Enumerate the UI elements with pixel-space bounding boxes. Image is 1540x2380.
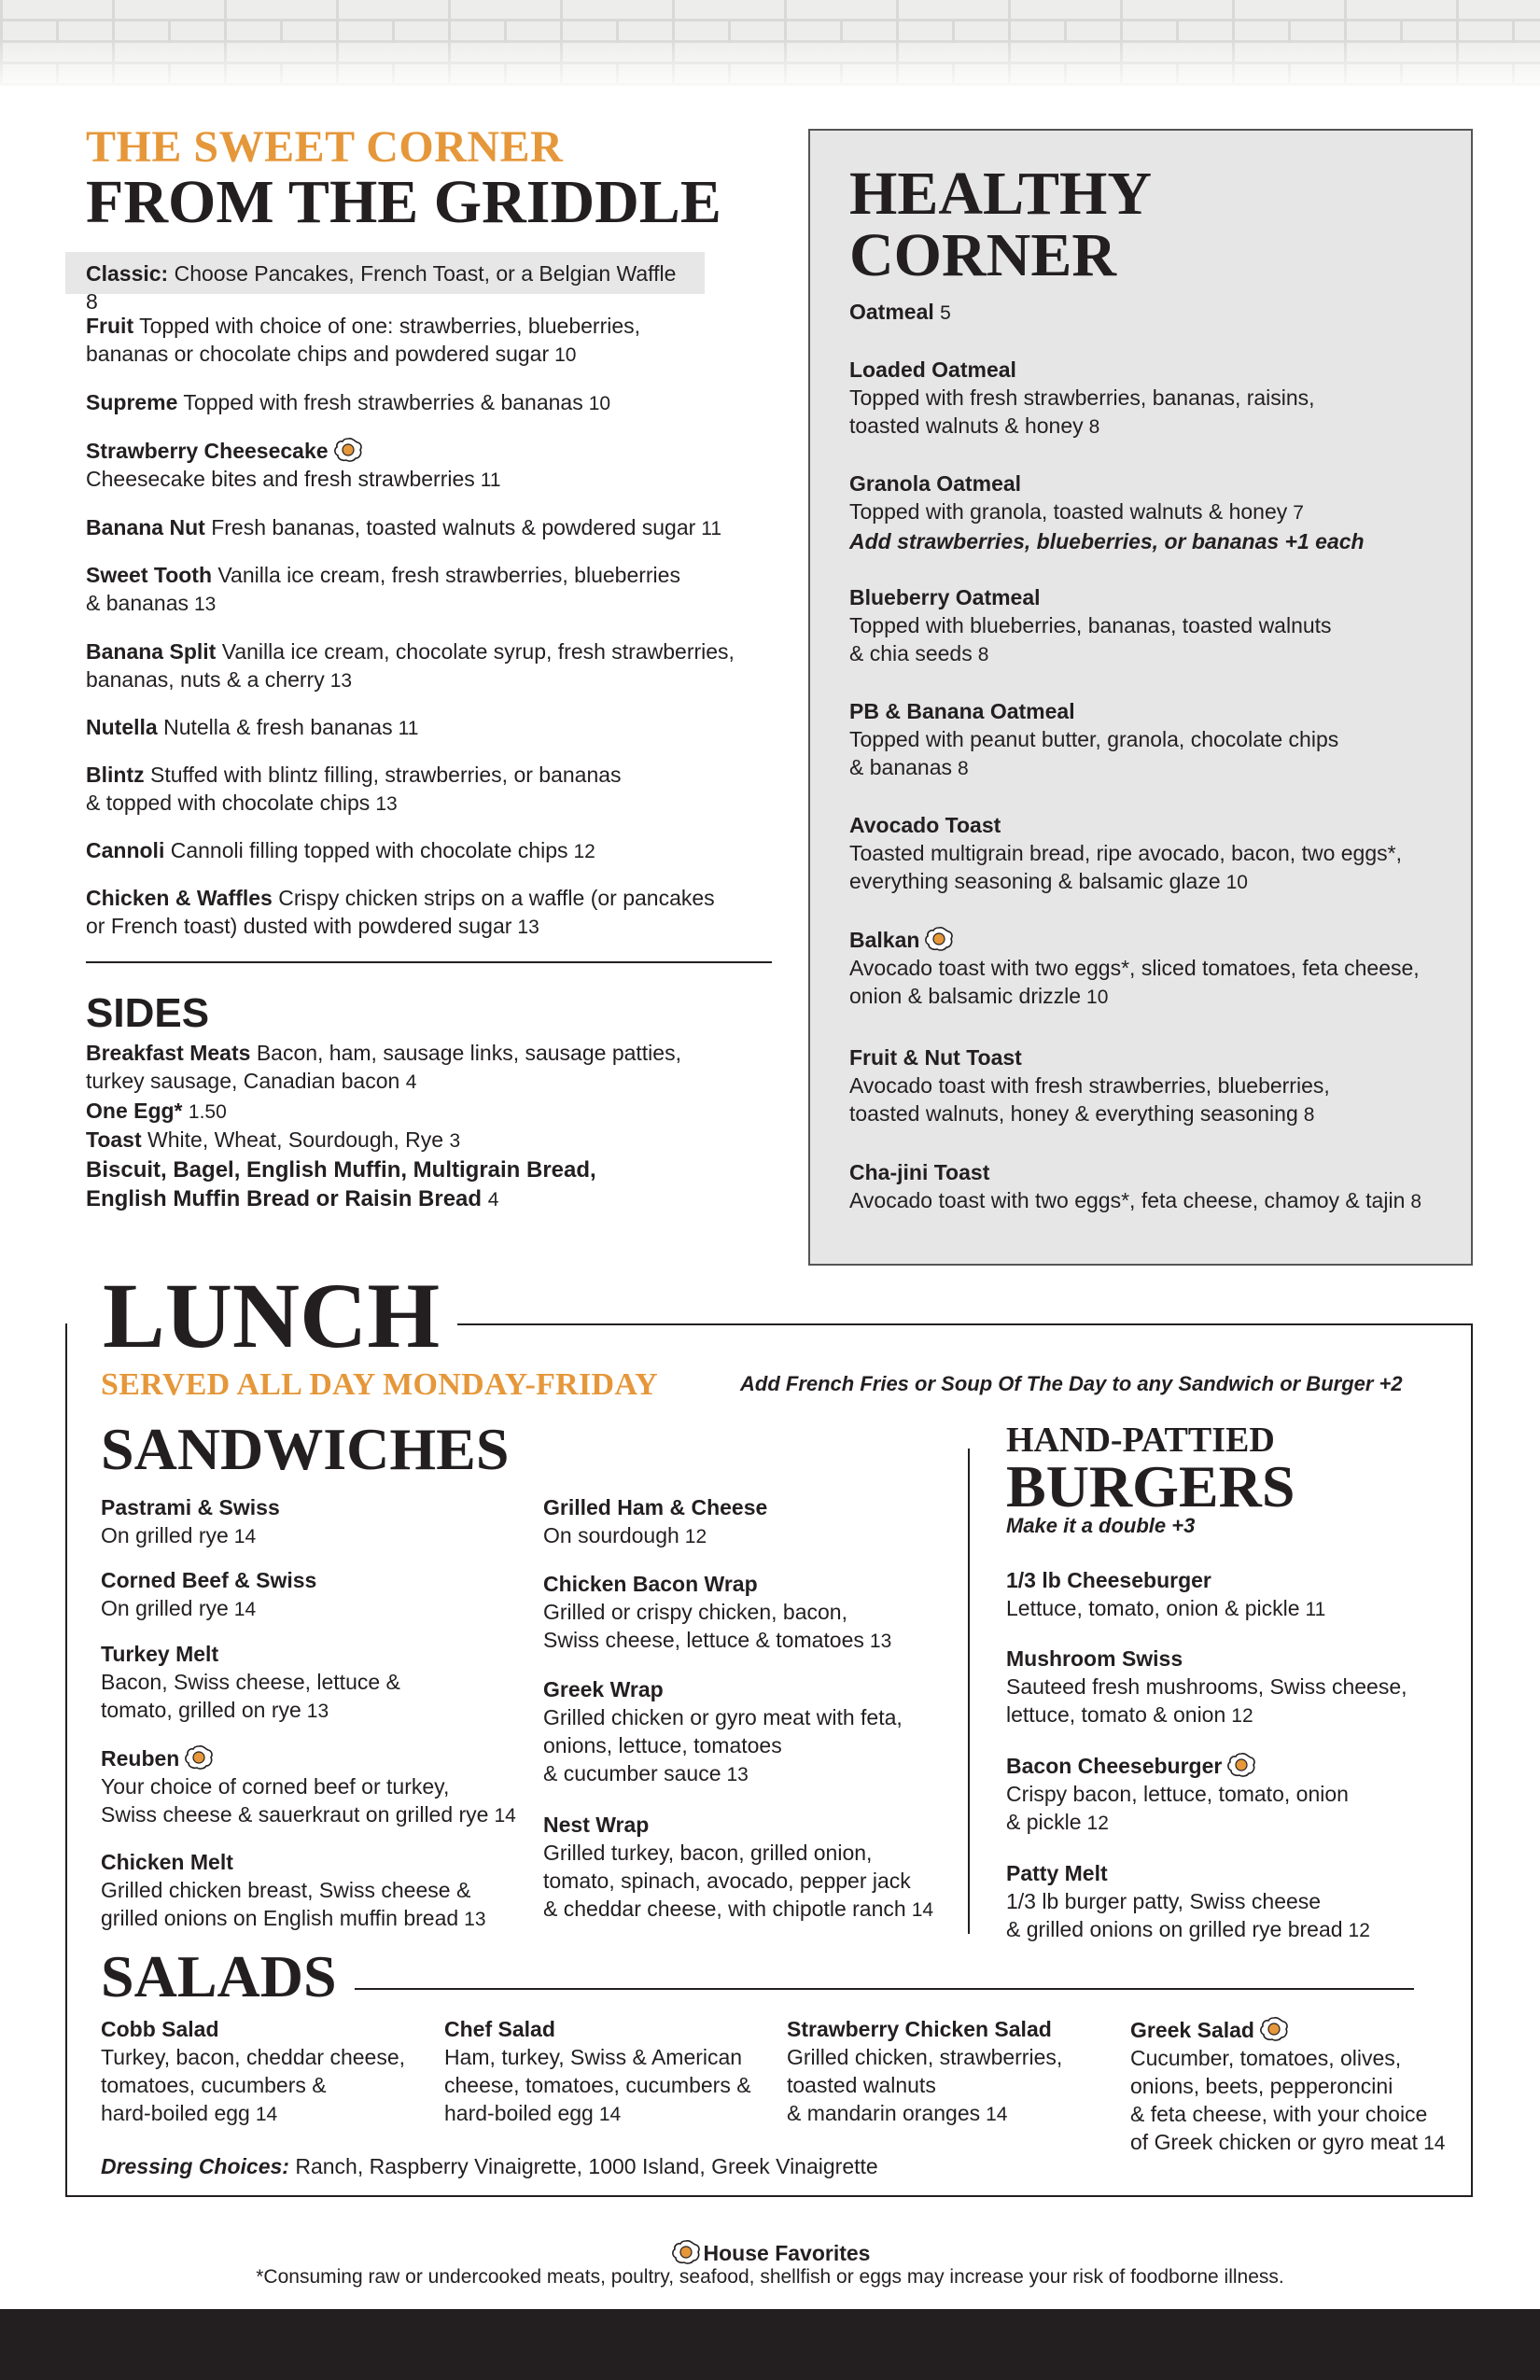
item-name: Cannoli <box>86 838 165 862</box>
house-favorite-icon <box>1225 1751 1257 1779</box>
item-desc: Swiss cheese & sauerkraut on grilled rye <box>101 1802 489 1827</box>
item-price: 5 <box>940 302 951 324</box>
item-desc: hard-boiled egg <box>101 2101 250 2125</box>
item-name: Nest Wrap <box>543 1813 650 1837</box>
item-desc: & grilled onions on grilled rye bread <box>1006 1917 1343 1941</box>
dressing-list: Ranch, Raspberry Vinaigrette, 1000 Island, Greek Vinaigrette <box>295 2154 878 2178</box>
salad-strawberry-chicken <box>787 2015 1062 2129</box>
section-title-healthy-corner <box>849 160 1153 289</box>
item-name: Cobb Salad <box>101 2017 219 2041</box>
item-price: 12 <box>573 841 595 862</box>
item-desc: Sauteed fresh mushrooms, Swiss cheese, <box>1006 1674 1407 1699</box>
item-desc: cheese, tomatoes, cucumbers & <box>444 2073 751 2097</box>
item-name: Mushroom Swiss <box>1006 1646 1183 1671</box>
item-name: Fruit & Nut Toast <box>849 1045 1022 1070</box>
item-desc: Your choice of corned beef or turkey, <box>101 1774 450 1799</box>
dressing-choices <box>101 2152 878 2180</box>
healthy-item-loaded-oatmeal <box>849 356 1315 441</box>
title-line: CORNER <box>849 221 1117 289</box>
menu-item-chicken-waffles <box>86 884 715 942</box>
item-price: 8 <box>1410 1191 1422 1212</box>
sandwich-corned-beef-swiss <box>101 1566 316 1624</box>
item-desc: Vanilla ice cream, chocolate syrup, fresh strawberries, <box>221 639 735 664</box>
burger-mushroom-swiss <box>1006 1645 1407 1730</box>
title-line: HEALTHY <box>849 160 1153 228</box>
item-name: Chef Salad <box>444 2017 555 2041</box>
item-desc: toasted walnuts, honey & everything seasoning <box>849 1101 1298 1126</box>
item-desc: everything seasoning & balsamic glaze <box>849 869 1221 893</box>
side-item-toast <box>86 1126 460 1155</box>
item-name: Turkey Melt <box>101 1642 219 1666</box>
item-price: 14 <box>598 2104 622 2125</box>
item-name: Strawberry Chicken Salad <box>787 2017 1052 2041</box>
item-desc: Topped with blueberries, bananas, toasted walnuts <box>849 613 1332 637</box>
item-name: English Muffin Bread or Raisin Bread <box>86 1186 483 1211</box>
item-desc: Crispy chicken strips on a waffle (or pancakes <box>278 886 715 910</box>
item-name: Chicken Bacon Wrap <box>543 1572 758 1596</box>
item-desc: tomatoes, cucumbers & <box>101 2073 327 2097</box>
side-item-one-egg <box>86 1097 227 1127</box>
menu-item-cannoli <box>86 836 595 866</box>
item-desc: Crispy bacon, lettuce, tomato, onion <box>1006 1782 1349 1806</box>
column-divider <box>968 1449 970 1934</box>
item-price: 14 <box>233 1526 257 1547</box>
item-name: Blueberry Oatmeal <box>849 585 1041 609</box>
item-price: 8 <box>977 644 989 665</box>
item-price: 13 <box>869 1631 892 1652</box>
item-name: Toast <box>86 1127 142 1152</box>
item-price: 11 <box>1305 1599 1326 1620</box>
item-price: 4 <box>487 1189 499 1211</box>
item-price: 12 <box>1348 1920 1370 1941</box>
item-desc: grilled onions on English muffin bread <box>101 1906 459 1930</box>
salad-greek <box>1130 2015 1445 2158</box>
section-title-sandwiches: SANDWICHES <box>101 1416 510 1482</box>
item-desc: & cucumber sauce <box>543 1761 721 1785</box>
classic-item <box>65 252 705 314</box>
item-price: 12 <box>1086 1813 1109 1834</box>
item-desc: Swiss cheese, lettuce & tomatoes <box>543 1628 864 1652</box>
item-price: 1.50 <box>188 1101 227 1123</box>
item-desc: Cucumber, tomatoes, olives, <box>1130 2046 1402 2070</box>
item-price: 8 <box>1303 1104 1315 1126</box>
section-divider <box>86 961 772 963</box>
item-price: 13 <box>306 1701 329 1722</box>
item-name: Classic: <box>86 261 169 286</box>
item-name: Blintz <box>86 763 145 787</box>
item-desc: Bacon, ham, sausage links, sausage patties, <box>256 1041 681 1065</box>
item-price: 14 <box>911 1899 934 1921</box>
item-name: Avocado Toast <box>849 813 1001 837</box>
item-name: Balkan <box>849 928 920 952</box>
healthy-item-cha-jini-toast <box>849 1158 1421 1216</box>
item-price: 14 <box>986 2104 1008 2125</box>
item-desc: onions, lettuce, tomatoes <box>543 1733 782 1757</box>
item-name: Breakfast Meats <box>86 1041 251 1065</box>
brick-wall-banner <box>0 0 1540 86</box>
item-name: Granola Oatmeal <box>849 471 1022 496</box>
item-desc: onion & balsamic drizzle <box>849 984 1082 1008</box>
item-desc: toasted walnuts <box>787 2073 936 2097</box>
salad-cobb <box>101 2015 405 2129</box>
item-price: 11 <box>701 518 722 539</box>
item-desc: Turkey, bacon, cheddar cheese, <box>101 2045 406 2069</box>
item-name: Patty Melt <box>1006 1861 1108 1885</box>
foodborne-illness-warning: *Consuming raw or undercooked meats, poultry, seafood, shellfish or eggs may increase your risk of foodborne illness. <box>256 2266 1284 2288</box>
item-price: 10 <box>1086 987 1109 1008</box>
add-fries-note: Add French Fries or Soup Of The Day to any Sandwich or Burger +2 <box>740 1372 1403 1395</box>
item-name: Chicken Melt <box>101 1850 233 1874</box>
item-desc: Ham, turkey, Swiss & American <box>444 2045 743 2069</box>
item-name: Banana Split <box>86 639 217 664</box>
fried-egg-icon <box>670 2238 702 2266</box>
item-name: Fruit <box>86 314 134 338</box>
sandwich-turkey-melt <box>101 1640 400 1726</box>
item-desc: & bananas <box>849 755 952 779</box>
item-desc: On sourdough <box>543 1523 679 1547</box>
item-price: 13 <box>329 670 353 692</box>
item-desc: & chia seeds <box>849 641 973 665</box>
sandwich-nest-wrap <box>543 1811 933 1925</box>
item-desc: & topped with chocolate chips <box>86 791 371 815</box>
sandwich-grilled-ham-cheese <box>543 1493 767 1551</box>
sandwich-chicken-melt <box>101 1848 486 1934</box>
item-desc: Bacon, Swiss cheese, lettuce & <box>101 1670 400 1694</box>
item-desc: Topped with granola, toasted walnuts & honey <box>849 499 1288 524</box>
side-item-breads <box>86 1155 596 1214</box>
item-price: 4 <box>405 1071 417 1093</box>
item-name: Grilled Ham & Cheese <box>543 1495 768 1519</box>
item-desc: Grilled chicken, strawberries, <box>787 2045 1063 2069</box>
item-desc: Grilled chicken or gyro meat with feta, <box>543 1705 903 1729</box>
item-price: 14 <box>494 1805 516 1827</box>
menu-item-banana-split <box>86 637 735 695</box>
healthy-item-fruit-nut-toast <box>849 1043 1330 1129</box>
house-favorite-icon <box>1258 2015 1290 2043</box>
item-desc: Grilled or crispy chicken, bacon, <box>543 1600 847 1624</box>
item-price: 3 <box>449 1130 461 1152</box>
healthy-item-oatmeal <box>849 298 951 328</box>
menu-item-banana-nut <box>86 513 721 543</box>
legend-label: House Favorites <box>703 2241 871 2265</box>
menu-item-nutella <box>86 713 418 743</box>
item-name: Greek Wrap <box>543 1677 664 1701</box>
item-price: 13 <box>464 1909 486 1930</box>
item-name: Greek Salad <box>1130 2018 1254 2042</box>
item-name: Pastrami & Swiss <box>101 1495 280 1519</box>
burger-cheeseburger <box>1006 1566 1325 1624</box>
section-kicker-sweet-corner: THE SWEET CORNER <box>86 122 564 172</box>
item-price: 12 <box>684 1526 707 1547</box>
item-desc: & cheddar cheese, with chipotle ranch <box>543 1897 906 1921</box>
house-favorites-legend <box>0 2238 1540 2266</box>
item-name: Chicken & Waffles <box>86 886 273 910</box>
item-desc: Cannoli filling topped with chocolate chips <box>170 838 568 862</box>
item-desc: 1/3 lb burger patty, Swiss cheese <box>1006 1889 1322 1913</box>
item-desc: bananas or chocolate chips and powdered sugar <box>86 342 550 366</box>
item-price: 7 <box>1293 502 1304 524</box>
item-desc: On grilled rye <box>101 1596 229 1620</box>
item-name: Nutella <box>86 715 158 739</box>
item-price: 11 <box>398 718 419 739</box>
burger-patty-melt <box>1006 1859 1370 1945</box>
item-price: 13 <box>375 793 398 815</box>
sandwich-reuben <box>101 1743 516 1830</box>
item-desc: Topped with fresh strawberries & bananas <box>183 390 583 414</box>
item-desc: Grilled chicken breast, Swiss cheese & <box>101 1878 471 1902</box>
item-desc: Avocado toast with two eggs*, sliced tomatoes, feta cheese, <box>849 956 1420 980</box>
item-desc: Stuffed with blintz filling, strawberries, or bananas <box>150 763 622 787</box>
sandwich-greek-wrap <box>543 1675 903 1789</box>
healthy-item-avocado-toast <box>849 811 1402 897</box>
menu-item-supreme <box>86 388 610 418</box>
healthy-item-blueberry-oatmeal <box>849 583 1332 669</box>
menu-item-fruit <box>86 312 640 370</box>
item-desc: onions, beets, pepperoncini <box>1130 2074 1393 2098</box>
sandwich-pastrami-swiss <box>101 1493 280 1551</box>
menu-item-blintz <box>86 761 622 819</box>
item-desc: Choose Pancakes, French Toast, or a Belgian Waffle <box>174 261 677 286</box>
item-desc: hard-boiled egg <box>444 2101 594 2125</box>
healthy-item-pb-banana-oatmeal <box>849 697 1338 783</box>
house-favorite-icon <box>332 436 364 464</box>
item-desc: Topped with choice of one: strawberries, blueberries, <box>139 314 641 338</box>
item-name: Reuben <box>101 1746 180 1771</box>
lunch-served-note: SERVED ALL DAY MONDAY-FRIDAY <box>101 1367 658 1402</box>
item-desc: & bananas <box>86 591 189 615</box>
item-price: 8 <box>957 758 969 779</box>
item-name: Sweet Tooth <box>86 563 213 587</box>
item-price: 13 <box>517 917 539 938</box>
item-name: 1/3 lb Cheeseburger <box>1006 1568 1211 1592</box>
item-name: Loaded Oatmeal <box>849 357 1016 382</box>
healthy-item-granola-oatmeal <box>849 469 1365 555</box>
item-price: 8 <box>86 289 98 314</box>
item-price: 8 <box>1088 416 1100 438</box>
item-name: Corned Beef & Swiss <box>101 1568 317 1592</box>
item-desc: of Greek chicken or gyro meat <box>1130 2130 1419 2154</box>
item-desc: lettuce, tomato & onion <box>1006 1702 1226 1727</box>
item-desc: tomato, grilled on rye <box>101 1698 301 1722</box>
item-price: 14 <box>1423 2133 1446 2154</box>
dressing-label: Dressing Choices: <box>101 2154 289 2178</box>
item-desc: tomato, spinach, avocado, pepper jack <box>543 1869 911 1893</box>
item-price: 14 <box>255 2104 278 2125</box>
item-name: Biscuit, Bagel, English Muffin, Multigrain Bread, <box>86 1157 596 1183</box>
item-desc: Lettuce, tomato, onion & pickle <box>1006 1596 1300 1620</box>
salads-divider <box>355 1988 1414 1990</box>
item-price: 14 <box>233 1599 257 1620</box>
burgers-kicker: HAND-PATTIED <box>1006 1421 1275 1460</box>
item-desc: Avocado toast with fresh strawberries, blueberries, <box>849 1073 1330 1098</box>
item-desc: Fresh bananas, toasted walnuts & powdered sugar <box>211 515 696 539</box>
item-desc: Grilled turkey, bacon, grilled onion, <box>543 1841 873 1865</box>
item-desc: Vanilla ice cream, fresh strawberries, blueberries <box>217 563 680 587</box>
item-desc: & feta cheese, with your choice <box>1130 2102 1428 2126</box>
item-name: PB & Banana Oatmeal <box>849 699 1075 723</box>
house-favorite-icon <box>923 925 955 953</box>
burger-bacon-cheeseburger <box>1006 1751 1349 1838</box>
item-desc: Toasted multigrain bread, ripe avocado, bacon, two eggs*, <box>849 841 1402 865</box>
house-favorite-icon <box>183 1743 215 1771</box>
menu-item-strawberry-cheesecake <box>86 436 501 495</box>
section-title-sides: SIDES <box>86 990 210 1036</box>
item-desc: Cheesecake bites and fresh strawberries <box>86 467 475 491</box>
section-title-salads: SALADS <box>101 1943 337 2009</box>
item-name: Strawberry Cheesecake <box>86 439 329 463</box>
item-desc: Avocado toast with two eggs*, feta cheese, chamoy & tajin <box>849 1188 1406 1212</box>
lunch-frame-top-line <box>457 1323 1473 1325</box>
item-desc: On grilled rye <box>101 1523 229 1547</box>
item-desc: bananas, nuts & a cherry <box>86 667 325 692</box>
item-desc: Nutella & fresh bananas <box>163 715 393 739</box>
item-price: 13 <box>193 594 217 615</box>
item-price: 13 <box>726 1764 749 1785</box>
item-price: 11 <box>480 469 501 491</box>
item-note: Add strawberries, blueberries, or bananas +1 each <box>849 529 1365 553</box>
sandwich-chicken-bacon-wrap <box>543 1570 891 1656</box>
item-desc: turkey sausage, Canadian bacon <box>86 1069 400 1093</box>
burgers-double-note: Make it a double +3 <box>1006 1514 1196 1537</box>
footer-bar <box>0 2309 1540 2380</box>
salad-chef <box>444 2015 751 2129</box>
item-name: Oatmeal <box>849 300 934 324</box>
item-desc: White, Wheat, Sourdough, Rye <box>147 1127 444 1152</box>
healthy-item-balkan <box>849 925 1420 1012</box>
item-desc: or French toast) dusted with powdered sugar <box>86 914 512 938</box>
item-price: 10 <box>1225 872 1248 893</box>
item-name: Supreme <box>86 390 178 414</box>
item-price: 10 <box>588 393 611 414</box>
item-desc: Topped with fresh strawberries, bananas, raisins, <box>849 385 1315 410</box>
item-price: 10 <box>554 344 577 366</box>
section-title-lunch: LUNCH <box>86 1265 456 1367</box>
item-desc: & mandarin oranges <box>787 2101 981 2125</box>
section-title-griddle: FROM THE GRIDDLE <box>86 168 721 236</box>
item-name: One Egg* <box>86 1099 183 1123</box>
item-name: Bacon Cheeseburger <box>1006 1754 1223 1778</box>
item-desc: toasted walnuts & honey <box>849 413 1084 438</box>
item-price: 12 <box>1231 1705 1253 1727</box>
item-desc: Topped with peanut butter, granola, chocolate chips <box>849 727 1339 751</box>
section-title-burgers: BURGERS <box>1006 1453 1295 1519</box>
item-desc: & pickle <box>1006 1810 1082 1834</box>
item-name: Banana Nut <box>86 515 205 539</box>
item-name: Cha-jini Toast <box>849 1160 990 1184</box>
side-item-breakfast-meats <box>86 1039 681 1097</box>
menu-item-sweet-tooth <box>86 561 680 619</box>
